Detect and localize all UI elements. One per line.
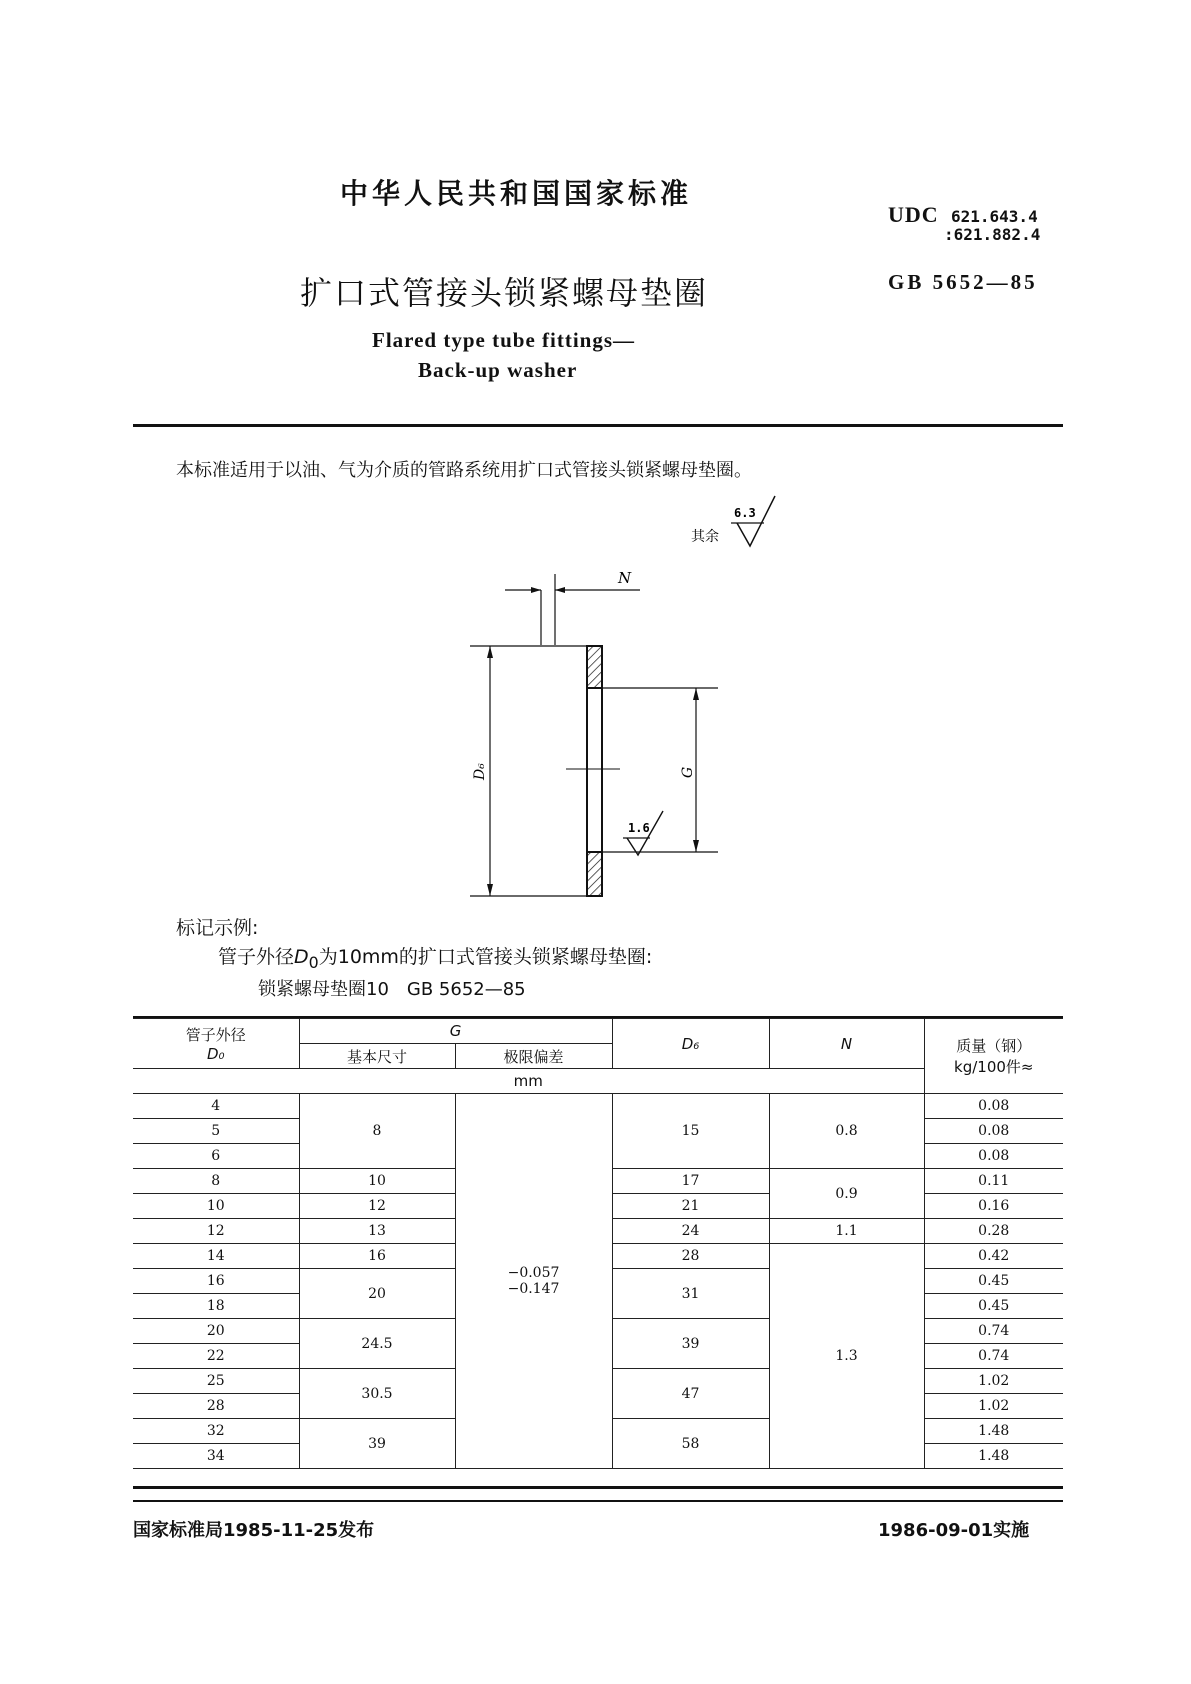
cell-d6: 28 bbox=[612, 1244, 769, 1269]
dimension-d6-label: D₆ bbox=[472, 763, 488, 780]
cell-g-tol-lower: −0.147 bbox=[507, 1281, 560, 1297]
cell-mass: 0.08 bbox=[924, 1144, 1063, 1169]
cell-d0: 34 bbox=[133, 1444, 299, 1469]
udc-code-1: 621.643.4 bbox=[951, 207, 1038, 226]
cell-g-basic: 13 bbox=[299, 1219, 455, 1244]
cell-mass: 1.48 bbox=[924, 1444, 1063, 1469]
cell-mass: 0.45 bbox=[924, 1269, 1063, 1294]
cell-g-basic: 10 bbox=[299, 1169, 455, 1194]
cell-d0: 8 bbox=[133, 1169, 299, 1194]
header-mass bbox=[924, 1019, 1063, 1094]
cell-mass: 1.48 bbox=[924, 1419, 1063, 1444]
cell-d0: 28 bbox=[133, 1394, 299, 1419]
issuing-country-standard: 中华人民共和国国家标准 bbox=[340, 177, 693, 210]
header-d6: D₆ bbox=[612, 1019, 769, 1069]
cell-g-basic: 39 bbox=[299, 1419, 455, 1469]
header-unit: mm bbox=[133, 1069, 924, 1094]
cell-mass: 0.42 bbox=[924, 1244, 1063, 1269]
marking-desc-symbol: D bbox=[294, 946, 309, 968]
title-english-line2: Back-up washer bbox=[418, 358, 578, 382]
cell-mass: 0.74 bbox=[924, 1319, 1063, 1344]
roughness-rest-symbol bbox=[731, 496, 775, 546]
issue-date: 国家标准局1985-11-25发布 bbox=[133, 1520, 375, 1541]
cell-d0: 18 bbox=[133, 1294, 299, 1319]
cell-d0: 10 bbox=[133, 1194, 299, 1219]
cell-g-basic: 12 bbox=[299, 1194, 455, 1219]
table-row bbox=[133, 1094, 1063, 1119]
roughness-local-symbol bbox=[623, 811, 663, 855]
marking-example: 锁紧螺母垫圈10 GB 5652—85 bbox=[258, 979, 526, 1000]
cell-d0: 14 bbox=[133, 1244, 299, 1269]
header-d0-line1: 管子外径 bbox=[185, 1026, 246, 1044]
header-g-basic: 基本尺寸 bbox=[299, 1044, 455, 1069]
cell-g-basic: 24.5 bbox=[299, 1319, 455, 1369]
udc-label: UDC bbox=[888, 202, 939, 227]
cell-mass: 1.02 bbox=[924, 1369, 1063, 1394]
header-d0-line2: D₀ bbox=[206, 1045, 225, 1063]
cell-d0: 20 bbox=[133, 1319, 299, 1344]
cell-mass: 0.11 bbox=[924, 1169, 1063, 1194]
cell-g-basic: 16 bbox=[299, 1244, 455, 1269]
marking-heading: 标记示例: bbox=[176, 917, 259, 939]
header-d0 bbox=[133, 1019, 299, 1069]
cell-d0: 16 bbox=[133, 1269, 299, 1294]
cell-d6: 24 bbox=[612, 1219, 769, 1244]
cell-g-tol-upper: −0.057 bbox=[507, 1265, 560, 1281]
cell-d6: 47 bbox=[612, 1369, 769, 1419]
scope-statement: 本标准适用于以油、气为介质的管路系统用扩口式管接头锁紧螺母垫圈。 bbox=[176, 460, 752, 481]
cell-d6: 15 bbox=[612, 1094, 769, 1169]
dimension-g-label: G bbox=[680, 766, 696, 778]
cell-d0: 6 bbox=[133, 1144, 299, 1169]
washer-section bbox=[566, 646, 620, 896]
cell-mass: 0.74 bbox=[924, 1344, 1063, 1369]
dimension-table bbox=[133, 1018, 1063, 1469]
marking-desc-sub: 0 bbox=[308, 952, 319, 972]
cell-mass: 0.45 bbox=[924, 1294, 1063, 1319]
cell-d0: 32 bbox=[133, 1419, 299, 1444]
roughness-rest-label: 其余 bbox=[691, 529, 719, 545]
cell-d6: 39 bbox=[612, 1319, 769, 1369]
dimension-g bbox=[602, 688, 718, 852]
dimension-n bbox=[505, 574, 640, 645]
cell-d6: 58 bbox=[612, 1419, 769, 1469]
title-chinese: 扩口式管接头锁紧螺母垫圈 bbox=[300, 274, 709, 312]
cell-g-basic: 8 bbox=[299, 1094, 455, 1169]
marking-description bbox=[218, 942, 652, 972]
cell-d6: 17 bbox=[612, 1169, 769, 1194]
cell-mass: 1.02 bbox=[924, 1394, 1063, 1419]
effective-date: 1986-09-01实施 bbox=[878, 1520, 1030, 1541]
cell-mass: 0.28 bbox=[924, 1219, 1063, 1244]
header-g: G bbox=[299, 1019, 612, 1044]
standard-number: GB 5652—85 bbox=[888, 270, 1038, 294]
roughness-local-value: 1.6 bbox=[628, 821, 650, 835]
cell-mass: 0.08 bbox=[924, 1094, 1063, 1119]
cell-n: 1.1 bbox=[769, 1219, 924, 1244]
cell-n: 1.3 bbox=[769, 1244, 924, 1469]
cell-d0: 4 bbox=[133, 1094, 299, 1119]
cell-g-tolerance bbox=[455, 1094, 612, 1469]
dimension-d6 bbox=[470, 646, 587, 896]
cell-d0: 22 bbox=[133, 1344, 299, 1369]
header-mass-line1: 质量（钢） bbox=[956, 1037, 1032, 1055]
header-rule bbox=[133, 424, 1063, 427]
table-bottom-rule bbox=[133, 1486, 1063, 1489]
cell-g-basic: 30.5 bbox=[299, 1369, 455, 1419]
cell-n: 0.9 bbox=[769, 1169, 924, 1219]
header-g-tol: 极限偏差 bbox=[455, 1044, 612, 1069]
cell-n: 0.8 bbox=[769, 1094, 924, 1169]
header-mass-line2: kg/100件≈ bbox=[954, 1058, 1034, 1076]
cell-g-basic: 20 bbox=[299, 1269, 455, 1319]
cell-d0: 5 bbox=[133, 1119, 299, 1144]
cell-d0: 12 bbox=[133, 1219, 299, 1244]
udc-code-2: :621.882.4 bbox=[944, 225, 1041, 244]
cell-mass: 0.08 bbox=[924, 1119, 1063, 1144]
dimension-n-label: N bbox=[618, 569, 632, 587]
roughness-rest-value: 6.3 bbox=[734, 506, 756, 520]
cell-d0: 25 bbox=[133, 1369, 299, 1394]
cell-d6: 21 bbox=[612, 1194, 769, 1219]
header-n: N bbox=[769, 1019, 924, 1069]
marking-desc-post: 为10mm的扩口式管接头锁紧螺母垫圈: bbox=[318, 946, 653, 968]
footer-rule bbox=[133, 1500, 1063, 1502]
cell-d6: 31 bbox=[612, 1269, 769, 1319]
title-english-line1: Flared type tube fittings— bbox=[372, 328, 636, 352]
cell-mass: 0.16 bbox=[924, 1194, 1063, 1219]
marking-desc-pre: 管子外径 bbox=[218, 946, 295, 968]
